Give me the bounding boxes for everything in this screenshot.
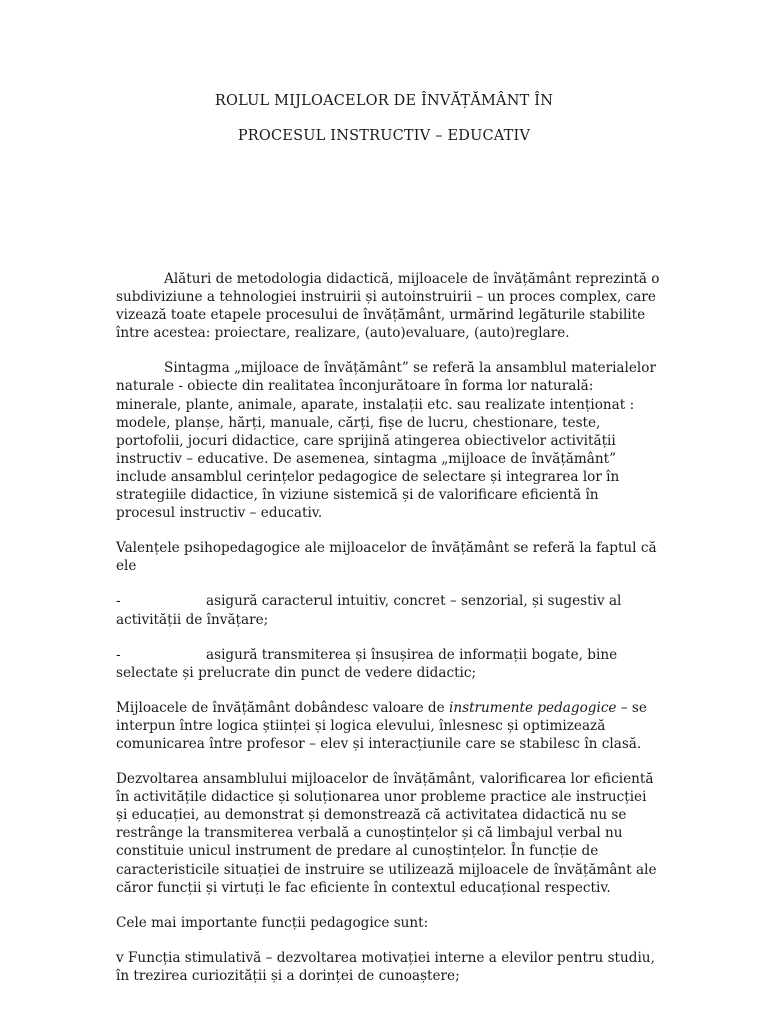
paragraph-instruments-end: – se interpun între logica științei și logica elevului, înlesnesc și optimizează comunicarea între profesor – elev și interacțiunile care se stabilesc în clasă.: [116, 699, 647, 752]
paragraph-development: Dezvoltarea ansamblului mijloacelor de învățământ, valorificarea lor eficientă în activitățile didactice și soluționarea unor probleme practice ale instrucției și educației, au demonstrat și demonstrează că activitatea didactică nu se restrânge la transmiterea verbală a cunoștințelor și că limbajul verbal nu constituie unicul instrument de predare al cunoștințelor. În funcție de caracteristicile situației de instruire se utilizează mijloacele de învățământ ale căror funcții și virtuți le fac eficiente în contextul educațional respectiv.: [116, 771, 657, 896]
paragraph-functions-heading: Cele mai importante funcții pedagogice sunt:: [116, 914, 429, 931]
list-item: [116, 646, 661, 682]
document-title-line-1: ROLUL MIJLOACELOR DE ÎNVĂȚĂMÂNT ÎN: [214, 93, 554, 109]
list-item: [116, 592, 661, 628]
paragraph-stimulative-function: v Funcția stimulativă – dezvoltarea motivației interne a elevilor pentru studiu, în trezirea curiozității și a dorinței de cunoaștere;: [116, 949, 655, 984]
paragraph-intro: Alături de metodologia didactică, mijloacele de învățământ reprezintă o subdiviziune a tehnologiei instruirii și autoinstruirii – un proces complex, care vizează toate etapele procesului de învățământ, urmărind legăturile stabilite între acestea: proiectare, realizare, (auto)evaluare, (auto)reglare.: [116, 271, 660, 342]
bullet-text: asigură caracterul intuitiv, concret – senzorial, și sugestiv al activității de învățare;: [116, 593, 622, 628]
document-title-line-2: PROCESUL INSTRUCTIV – EDUCATIV: [237, 128, 531, 144]
paragraph-definition: Sintagma „mijloace de învățământ” se referă la ansamblul materialelor naturale - obiecte din realitatea înconjurătoare în forma lor naturală: minerale, plante, animale, aparate, instalații etc. sau realizate intenționat : modele, planșe, hărți, manuale, cărți, fișe de lucru, chestionare, teste, portofolii, jocuri didactice, care sprijină atingerea obiectivelor activității instructiv – educative. De asemenea, sintagma „mijloace de învățământ” include ansamblul cerințelor pedagogice de selectare și integrarea lor în strategiile didactice, în viziune sistemică și de valorificare eficientă în procesul instructiv – educativ.: [116, 360, 656, 522]
paragraph-instruments-start: Mijloacele de învățământ dobândesc valoare de: [116, 699, 450, 716]
paragraph-instruments: [116, 699, 661, 753]
bullet-marker: -: [116, 646, 121, 663]
bullet-text: asigură transmiterea și însușirea de informații bogate, bine selectate și prelucrate din punct de vedere didactic;: [116, 646, 618, 681]
italic-term: instrumente pedagogice: [449, 699, 617, 716]
bullet-marker: -: [116, 593, 121, 610]
paragraph-valences: Valențele psihopedagogice ale mijloacelor de învățământ se referă la faptul că ele: [116, 540, 657, 575]
document-body: [116, 270, 661, 985]
